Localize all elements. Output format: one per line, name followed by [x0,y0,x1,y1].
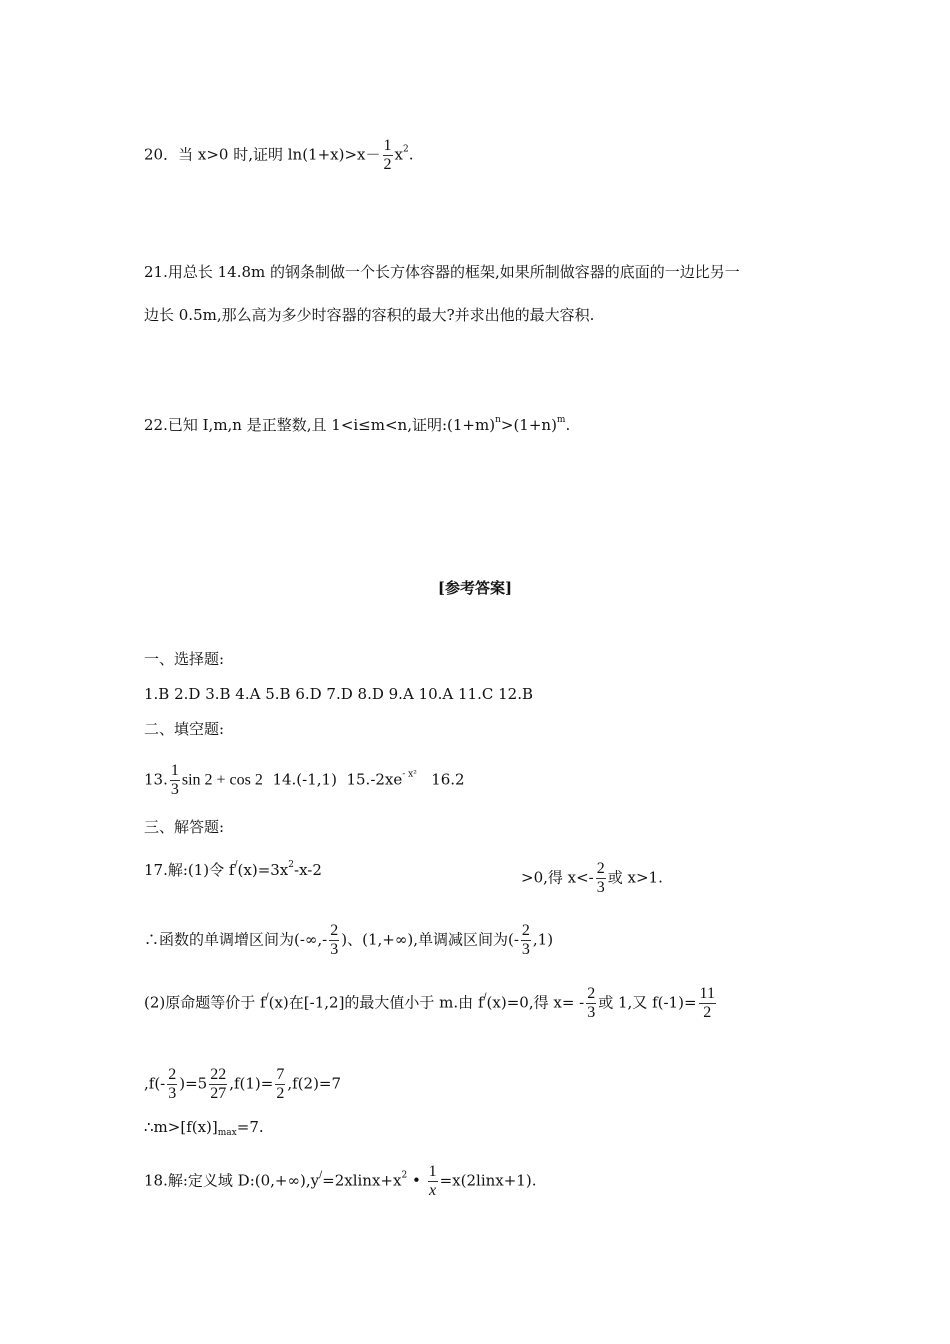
solution-17-line-2: ∴函数的单调增区间为(-∞,- $\frac{2}{3}$ )、(1,+∞),单调减区间为(- $\frac{2}{3}$ ,1) [144,922,554,958]
answers-title: [参考答案] [437,579,513,597]
question-21-line-2: 边长 0.5m,那么高为多少时容器的容积的最大?并求出他的最大容积. [144,306,595,324]
solution-18: 18.解:定义域 $D:(0,+\infty),y^/=2xlinx+x^2$ • $\frac{1}{x}$ =x(2linx+1). [144,1163,537,1199]
question-21-line-1: 21.用总长 14.8m 的钢条制做一个长方体容器的框架,如果所制做容器的底面的一边比另一 [144,263,740,281]
solution-17-line-4: ,f(- $\frac{2}{3}$ )=5 $\frac{22}{27}$ ,f(1)= $\frac{7}{2}$ ,f(2)=7 [144,1066,342,1102]
section-fill-heading: 二、填空题: [144,720,225,738]
solution-17-line-1b: >0,得 x<- $\frac{2}{3}$ 或 x>1. [521,860,663,896]
solution-17-line-1: 17.解:(1)令 $f^/(x)=3x^2-x-2$ [144,860,322,879]
solution-17-line-5: $\therefore m>[f(x)]_{max}=7$. [144,1118,264,1138]
section-solution-heading: 三、解答题: [144,818,225,836]
fraction: $\frac{1}{2}$ [383,137,392,173]
question-22: 22.已知 I,m,n 是正整数,且 1<i≤m<n,证明$:(1+m)^n>(1+n)^m$. [144,415,571,434]
section-choice-heading: 一、选择题: [144,650,225,668]
question-20: 20．当 x>0 时,证明 ln(1+x)>x－ $\frac{1}{2}$ $x^2$. [144,137,414,173]
choice-answers: 1.B 2.D 3.B 4.A 5.B 6.D 7.D 8.D 9.A 10.A 11.C 12.B [144,685,533,703]
fill-answers: 13. $\frac{1}{3}$ sin 2 + cos 2 14.(-1,1) $15.-2xe^{- x^2}$ 16.2 [144,762,465,798]
solution-17-line-3: (2)原命题等价于 f/(x)在[-1,2]的最大值小于 m.由 f/(x)=0,得 x= - $\frac{2}{3}$ 或 1,又 f(-1)= $\frac{11}{2}$ [144,985,715,1021]
